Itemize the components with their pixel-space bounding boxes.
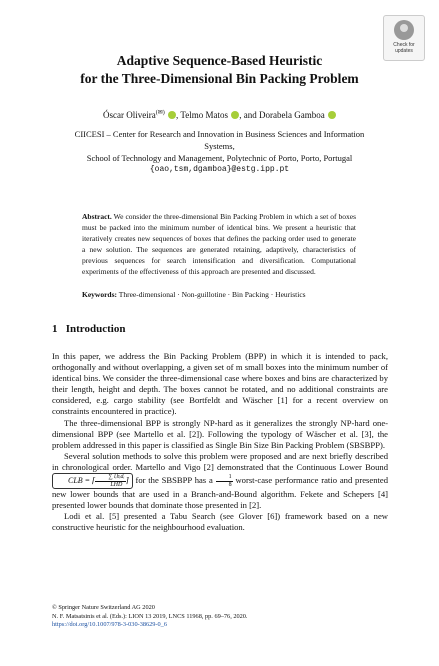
affiliation-line1: CIICESI – Center for Research and Innovation in Business Sciences and Information Systems,	[74, 129, 365, 151]
ratio-denominator: 8	[228, 481, 232, 488]
paragraph-3-part-a: Several solution methods to solve this problem were proposed and are next briefly described in chronological order. Martello and Vigo [2] demonstrated that the Continuous Lower Bound	[52, 450, 388, 472]
author-3: , and Dorabela Gamboa	[239, 110, 325, 120]
footer-copyright: © Springer Nature Switzerland AG 2020	[52, 604, 155, 611]
copyright-footer	[52, 604, 352, 630]
paper-title-line1: Adaptive Sequence-Based Heuristic	[116, 53, 323, 68]
badge-line2: updates	[395, 48, 413, 54]
abstract-label: Abstract.	[82, 212, 112, 221]
paragraph-3-part-b: for the SBSBPP has a	[135, 475, 213, 485]
keywords-label: Keywords:	[82, 290, 117, 299]
keywords-text: Three-dimensional · Non-guillotine · Bin Packing · Heuristics	[118, 290, 306, 299]
paragraph-4: Lodi et al. [5] presented a Tabu Search (see Glover [6]) framework based on a new constructive heuristic for the neighbourhood evaluation.	[52, 511, 388, 533]
abstract-text: We consider the three-dimensional Bin Packing Problem in which a set of boxes must be packed into the minimum number of identical bins. We present a heuristic that iteratively creates new sequences of boxes that defines the packing order used to generate a new solution. The sequences are generated retaining, adaptively, characteristics of previous sequences for search intensification and diversification. Computational experiments of the effectiveness of this approach are presented and discussed.	[82, 212, 356, 277]
affiliation-line2: School of Technology and Management, Polytechnic of Porto, Porto, Portugal	[86, 153, 353, 163]
formula-fraction	[95, 474, 125, 488]
intro-body	[52, 351, 388, 533]
corresponding-mark: (✉)	[155, 110, 165, 116]
author-2: , Telmo Matos	[176, 110, 228, 120]
keywords	[82, 289, 372, 300]
formula-lhs: CLB = ⌈	[68, 475, 96, 485]
author-emails: {oao,tsm,dgamboa}@estg.ipp.pt	[149, 165, 290, 174]
paragraph-3-part-c: worst-case performance ratio and presented new lower bounds that are used in a Branch-and-Bound algorithm. Fekete and Schepers [4] presented lower bounds that dominate those presented in [2].	[52, 475, 388, 511]
badge-line1: Check for	[393, 42, 415, 48]
author-1: Óscar Oliveira	[103, 110, 156, 120]
ratio-fraction	[216, 474, 233, 488]
paper-title-line2: for the Three-Dimensional Bin Packing Problem	[80, 71, 359, 86]
formula-ceil-close: ⌉	[125, 475, 129, 485]
clb-formula	[52, 473, 133, 489]
affiliation	[60, 128, 379, 176]
abstract	[82, 211, 356, 278]
formula-numerator: ∑ lᵢhᵢdᵢ	[95, 474, 125, 482]
ratio-numerator: 1	[216, 474, 233, 482]
authors	[0, 107, 439, 121]
orcid-icon[interactable]	[168, 111, 176, 119]
paragraph-1: In this paper, we address the Bin Packing Problem (BPP) in which it is intended to pack, orthogonally and without overlapping, a given set of m small boxes into the minimum number of identical bins. We consider the three-dimensional case where boxes and bins are characterized by their length, height and depth. The boxes cannot be rotated, and no additional constraints are considered, e.g. cargo stability (see Bortfeldt and Wäscher [1] for a recent overview on constraints encountered in practice).	[52, 351, 388, 417]
paragraph-3	[52, 451, 388, 511]
section-title: Introduction	[65, 323, 126, 335]
footer-citation: N. F. Matsatsinis et al. (Eds.): LION 13 2019, LNCS 11968, pp. 69–76, 2020.	[52, 612, 248, 620]
doi-link[interactable]: https://doi.org/10.1007/978-3-030-38629-0_6	[52, 621, 167, 628]
formula-denominator: LHD	[110, 481, 123, 488]
orcid-icon[interactable]	[328, 111, 336, 119]
section-number: 1	[52, 323, 58, 335]
paragraph-2: The three-dimensional BPP is strongly NP-hard as it generalizes the strongly NP-hard one-dimensional BPP (see Martello et al. [2]). Following the typology of Wäscher et al. [3], the problem addressed in this paper is classified as Single Bin Size Bin Packing Problem (SBSBPP).	[52, 417, 388, 450]
crossmark-icon	[394, 20, 414, 40]
section-heading	[52, 323, 125, 335]
